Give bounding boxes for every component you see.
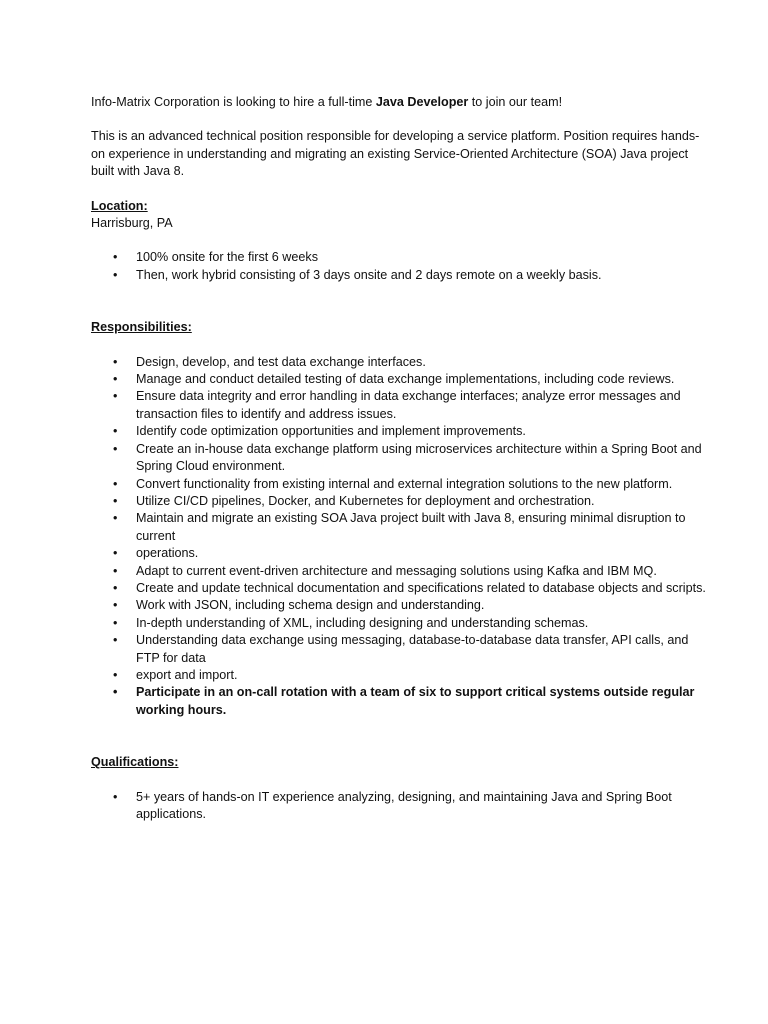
list-item bbox=[91, 789, 708, 824]
bullet-icon: • bbox=[113, 476, 118, 491]
list-item bbox=[91, 580, 708, 597]
list-item-text: Create and update technical documentation and specifications related to database objects and scripts. bbox=[136, 580, 706, 595]
bullet-icon: • bbox=[113, 546, 118, 561]
bullet-icon: • bbox=[113, 267, 118, 282]
list-item-text: Design, develop, and test data exchange interfaces. bbox=[136, 354, 426, 369]
bullet-icon: • bbox=[113, 441, 118, 456]
bullet-icon: • bbox=[113, 389, 118, 404]
list-item bbox=[91, 267, 708, 284]
responsibilities-list bbox=[91, 354, 708, 720]
list-item-text: Utilize CI/CD pipelines, Docker, and Kubernetes for deployment and orchestration. bbox=[136, 493, 595, 508]
list-item-text: Then, work hybrid consisting of 3 days onsite and 2 days remote on a weekly basis. bbox=[136, 267, 602, 282]
list-item bbox=[91, 493, 708, 510]
list-item bbox=[91, 249, 708, 266]
bullet-icon: • bbox=[113, 615, 118, 630]
intro-text-before: Info-Matrix Corporation is looking to hire a full-time bbox=[91, 95, 376, 109]
bullet-icon: • bbox=[113, 598, 118, 613]
list-item-text: Work with JSON, including schema design and understanding. bbox=[136, 598, 485, 613]
list-item-text: export and import. bbox=[136, 667, 238, 682]
bullet-icon: • bbox=[113, 493, 118, 508]
intro-paragraph bbox=[91, 94, 708, 111]
list-item bbox=[91, 684, 708, 719]
location-section bbox=[91, 198, 708, 233]
list-item bbox=[91, 667, 708, 684]
list-item bbox=[91, 441, 708, 476]
list-item bbox=[91, 354, 708, 371]
bullet-icon: • bbox=[113, 789, 118, 804]
list-item-text: Maintain and migrate an existing SOA Java project built with Java 8, ensuring minimal disruption to current bbox=[136, 511, 686, 543]
bullet-icon: • bbox=[113, 580, 118, 595]
location-heading: Location: bbox=[91, 198, 148, 213]
list-item bbox=[91, 423, 708, 440]
location-list bbox=[91, 249, 708, 284]
bullet-icon: • bbox=[113, 424, 118, 439]
list-item-text: Identify code optimization opportunities and implement improvements. bbox=[136, 424, 526, 439]
bullet-icon: • bbox=[113, 250, 118, 265]
location-value: Harrisburg, PA bbox=[91, 216, 173, 231]
list-item bbox=[91, 388, 708, 423]
bullet-icon: • bbox=[113, 372, 118, 387]
list-item-text: Manage and conduct detailed testing of data exchange implementations, including code reviews. bbox=[136, 372, 675, 387]
list-item-text: Participate in an on-call rotation with a team of six to support critical systems outside regular working hours. bbox=[136, 685, 695, 717]
list-item-text: 100% onsite for the first 6 weeks bbox=[136, 250, 319, 265]
bullet-icon: • bbox=[113, 685, 118, 700]
list-item bbox=[91, 563, 708, 580]
description-paragraph: This is an advanced technical position responsible for developing a service platform. Position requires hands-on experience in understanding and migrating an existing Service-Oriented Architecture (SOA) Java project built with Java 8. bbox=[91, 129, 700, 179]
list-item-text: Convert functionality from existing internal and external integration solutions to the new platform. bbox=[136, 476, 673, 491]
bullet-icon: • bbox=[113, 633, 118, 648]
list-item-text: Create an in-house data exchange platform using microservices architecture within a Spring Boot and Spring Cloud environment. bbox=[136, 441, 702, 474]
list-item-text: In-depth understanding of XML, including designing and understanding schemas. bbox=[136, 615, 589, 630]
list-item bbox=[91, 371, 708, 388]
list-item bbox=[91, 510, 708, 545]
list-item-text: Understanding data exchange using messaging, database-to-database data transfer, API calls, and FTP for data bbox=[136, 633, 689, 665]
list-item-text: operations. bbox=[136, 546, 199, 561]
list-item bbox=[91, 545, 708, 562]
qualifications-heading: Qualifications: bbox=[91, 755, 179, 770]
intro-text-after: to join our team! bbox=[468, 95, 563, 109]
bullet-icon: • bbox=[113, 511, 118, 526]
list-item bbox=[91, 615, 708, 632]
job-title: Java Developer bbox=[375, 95, 469, 109]
bullet-icon: • bbox=[113, 354, 118, 369]
responsibilities-heading: Responsibilities: bbox=[91, 320, 192, 335]
bullet-icon: • bbox=[113, 563, 118, 578]
list-item-text: Adapt to current event-driven architecture and messaging solutions using Kafka and IBM MQ. bbox=[136, 563, 657, 578]
bullet-icon: • bbox=[113, 667, 118, 682]
list-item bbox=[91, 476, 708, 493]
list-item-text: 5+ years of hands-on IT experience analyzing, designing, and maintaining Java and Spring Boot applications. bbox=[136, 789, 672, 821]
list-item bbox=[91, 597, 708, 614]
qualifications-list bbox=[91, 789, 708, 824]
list-item bbox=[91, 632, 708, 667]
list-item-text: Ensure data integrity and error handling in data exchange interfaces; analyze error messages and transaction files to identify and address issues. bbox=[136, 389, 681, 421]
